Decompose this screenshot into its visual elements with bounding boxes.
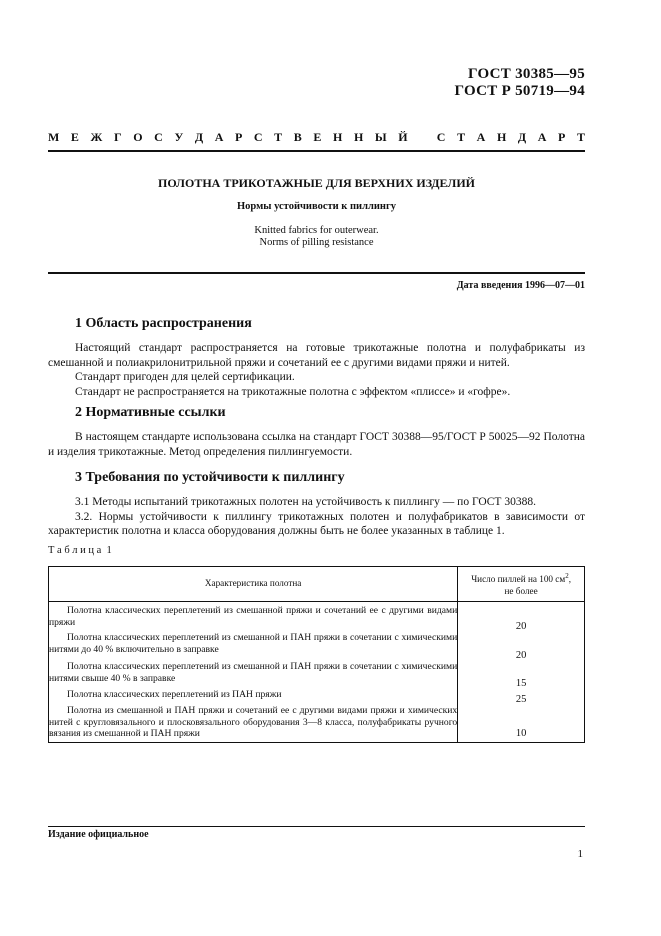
section-2 bbox=[48, 405, 585, 459]
heading-letter: О bbox=[133, 130, 143, 144]
heading-letter: Т bbox=[457, 130, 466, 144]
table-header-row bbox=[49, 567, 585, 602]
section-1-paragraph-1: Настоящий стандарт распространяется на готовые трикотажные полотна и полуфабрикаты из смешанной и полиакрилонитрильной пряжи и сочетаний ее с другими видами пряжи и нитей. bbox=[48, 342, 585, 369]
section-1-heading: 1 Область распространения bbox=[75, 316, 252, 331]
heading-letter: Д bbox=[194, 130, 204, 144]
heading-letter: В bbox=[293, 130, 302, 144]
official-edition-label: Издание официальное bbox=[48, 829, 149, 840]
standard-designation bbox=[454, 66, 585, 100]
section-2-paragraph-1: В настоящем стандарте использована ссылка на стандарт ГОСТ 30388—95/ГОСТ Р 50025—92 Полотна и изделия трикотажные. Метод определения пиллингуемости. bbox=[48, 431, 585, 458]
heading-letter: С bbox=[253, 130, 263, 144]
heading-letter: С bbox=[154, 130, 163, 144]
table-header-pill-count: Число пиллей на 100 $см^2$, не более bbox=[458, 567, 585, 602]
table-row-value: 20 bbox=[515, 620, 527, 632]
heading-letter: Д bbox=[517, 130, 527, 144]
title-rule bbox=[48, 272, 585, 274]
section-3-paragraph-2: 3.2. Нормы устойчивости к пиллингу трикотажных полотен и полуфабрикатов в зависимости от характеристик полотна и класса оборудования должны быть не более указанных в таблице 1. bbox=[48, 510, 585, 537]
table-row-characteristic: Полотна классических переплетений из смешанной и ПАН пряжи в сочетании с химическими нитями до 40 % включительно в заправке bbox=[49, 632, 458, 655]
table-row-characteristic: Полотна из смешанной и ПАН пряжи и сочетаний ее с другими видами пряжи и химических нитей с кругловязального и плосковязального оборудования 3—8 класса, полуфабрикаты ручного вязания из смешанной и ПАН пряжи bbox=[49, 705, 458, 739]
heading-letter: Е bbox=[70, 130, 79, 144]
standard-number-2: ГОСТ Р 50719—94 bbox=[454, 83, 585, 99]
heading-letter: Н bbox=[496, 130, 507, 144]
table-row-value: 25 bbox=[515, 693, 527, 705]
table-body-row bbox=[49, 602, 585, 743]
document-subtitle: Нормы устойчивости к пиллингу bbox=[237, 201, 396, 212]
table-row-characteristic: Полотна классических переплетений из ПАН пряжи bbox=[67, 689, 282, 700]
heading-letter: Й bbox=[398, 130, 408, 144]
table-row-characteristic: Полотна классических переплетений из смешанной пряжи и сочетаний ее с другими видами пряжи bbox=[49, 605, 458, 628]
document-title: ПОЛОТНА ТРИКОТАЖНЫЕ ДЛЯ ВЕРХНИХ ИЗДЕЛИЙ bbox=[157, 176, 476, 190]
heading-letter: А bbox=[476, 130, 486, 144]
table-body-values bbox=[458, 602, 585, 743]
section-1-paragraph-3: Стандарт не распространяется на трикотажные полотна с эффектом «плиссе» и «гофре». bbox=[75, 385, 511, 398]
table-caption: Т а б л и ц а 1 bbox=[48, 545, 112, 556]
heading-letter: А bbox=[214, 130, 224, 144]
heading-letter: Г bbox=[114, 130, 122, 144]
pilling-norms-table bbox=[48, 566, 585, 743]
heading-letter: А bbox=[537, 130, 547, 144]
heading-letter: Н bbox=[353, 130, 364, 144]
heading-letter: Н bbox=[333, 130, 343, 144]
table-row-value: 10 bbox=[515, 727, 527, 739]
english-title-line-1: Knitted fabrics for outerwear. bbox=[254, 225, 379, 236]
heading-letter: Р bbox=[558, 130, 566, 144]
english-title-line-2: Norms of pilling resistance bbox=[259, 237, 374, 248]
table-row-value: 20 bbox=[515, 649, 527, 661]
heading-letter: Ж bbox=[90, 130, 103, 144]
heading-letter: М bbox=[48, 130, 60, 144]
heading-letter: Т bbox=[576, 130, 585, 144]
standard-number-1: ГОСТ 30385—95 bbox=[467, 66, 585, 82]
heading-letter: У bbox=[174, 130, 184, 144]
table-row-characteristic: Полотна классических переплетений из смешанной и ПАН пряжи в сочетании с химическими нитями свыше 40 % в заправке bbox=[49, 661, 458, 684]
heading-letter: Т bbox=[274, 130, 283, 144]
footer-rule bbox=[48, 826, 585, 827]
interstate-standard-heading bbox=[48, 130, 585, 145]
heading-letter: Е bbox=[313, 130, 322, 144]
table-header-characteristic: Характеристика полотна bbox=[49, 567, 458, 602]
section-3-paragraph-1: 3.1 Методы испытаний трикотажных полотен на устойчивость к пиллингу — по ГОСТ 30388. bbox=[75, 496, 536, 508]
introduction-date: Дата введения 1996—07—01 bbox=[456, 280, 585, 291]
heading-letter bbox=[419, 130, 425, 145]
section-1 bbox=[48, 316, 585, 399]
section-3 bbox=[48, 470, 585, 539]
page-number: 1 bbox=[577, 848, 583, 860]
heading-letter: С bbox=[436, 130, 446, 144]
header-rule bbox=[48, 150, 585, 152]
section-3-heading: 3 Требования по устойчивости к пиллингу bbox=[75, 470, 345, 485]
heading-letter: Ы bbox=[374, 130, 387, 144]
section-1-paragraph-2: Стандарт пригоден для целей сертификации. bbox=[75, 371, 295, 383]
table-body-characteristics bbox=[49, 602, 458, 743]
heading-letter: Р bbox=[234, 130, 243, 144]
section-2-heading: 2 Нормативные ссылки bbox=[75, 405, 226, 420]
table-row-value: 15 bbox=[515, 677, 527, 689]
